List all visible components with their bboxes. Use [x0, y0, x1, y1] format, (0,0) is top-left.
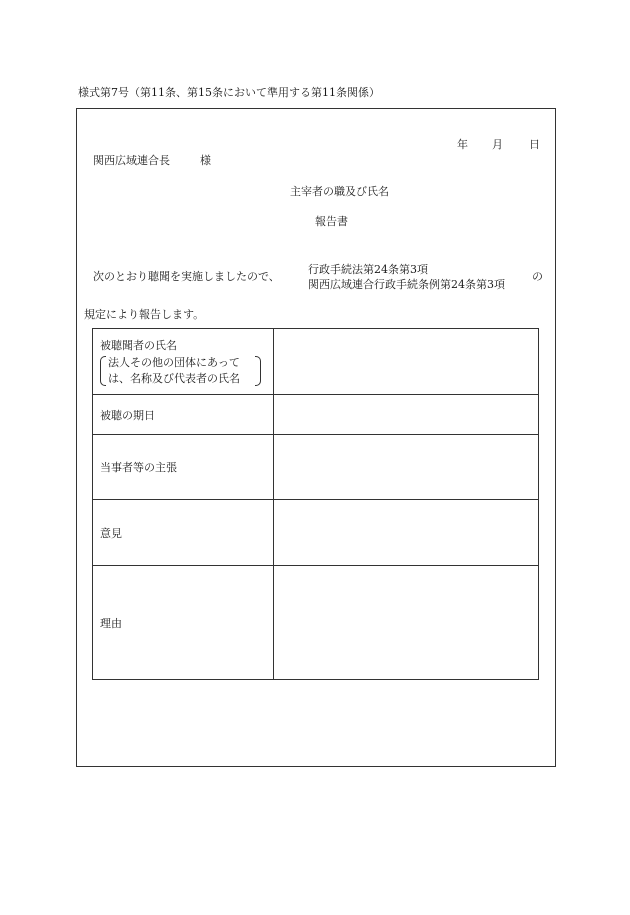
particle-no: の [532, 270, 543, 283]
addressee-honorific: 様 [200, 154, 211, 167]
date-month-label: 月 [492, 138, 503, 151]
law-reference-1: 行政手続法第24条第3項 [308, 263, 428, 276]
row-label-cell [93, 329, 274, 395]
respondent-name-field[interactable] [274, 329, 539, 395]
document-title: 報告書 [315, 215, 348, 228]
row-label: 当事者等の主張 [93, 435, 274, 500]
row-label: 意見 [93, 500, 274, 566]
organizer-name-label: 主宰者の職及び氏名 [290, 185, 389, 198]
row-label: 被聴聞者の氏名 [100, 338, 177, 352]
date-day-label: 日 [529, 138, 540, 151]
provision-text: 規定により報告します。 [84, 308, 205, 321]
reason-field[interactable] [274, 566, 539, 680]
table-row [93, 500, 539, 566]
hearing-date-field[interactable] [274, 395, 539, 435]
table-row [93, 566, 539, 680]
law-reference-2: 関西広域連合行政手続条例第24条第3項 [308, 278, 505, 291]
table-row [93, 395, 539, 435]
intro-text: 次のとおり聴聞を実施しましたので、 [93, 270, 280, 283]
bracketed-note [100, 355, 261, 387]
form-title: 様式第7号（第11条、第15条において準用する第11条関係） [78, 86, 380, 99]
table-row [93, 435, 539, 500]
addressee: 関西広域連合長 [93, 154, 170, 167]
note-line-2: は、名称及び代表者の氏名 [108, 371, 240, 385]
note-line-1: 法人その他の団体にあって [108, 355, 240, 369]
opinion-field[interactable] [274, 500, 539, 566]
party-claims-field[interactable] [274, 435, 539, 500]
report-table [92, 328, 539, 680]
date-year-label: 年 [457, 138, 468, 151]
row-label: 理由 [93, 566, 274, 680]
table-row [93, 329, 539, 395]
row-label: 被聴の期日 [93, 395, 274, 435]
